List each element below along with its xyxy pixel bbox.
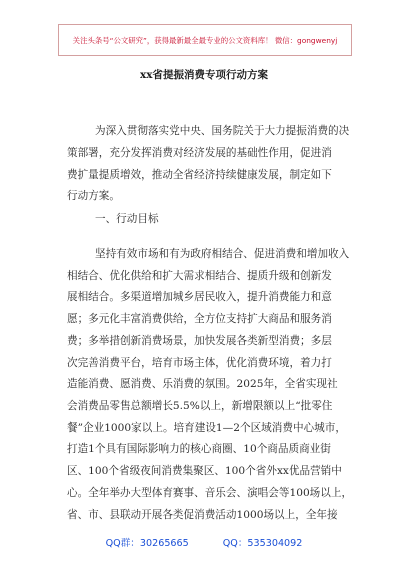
paragraph-line: 为深入贯彻落实党中央、国务院关于大力提振消费的决 <box>95 125 350 137</box>
header-banner-text: 关注头条号“公文研究”，获得最新最全最专业的公文资料库！ 微信：gongwenyj <box>72 35 338 45</box>
footer-contact <box>0 535 408 549</box>
document-title: xx省提振消费专项行动方案 <box>139 69 269 81</box>
paragraph-line: 费；多举措创新消费场景，加快发展各类新型消费；多层 <box>67 335 332 347</box>
paragraph-line: 费扩量提质增效，推动全省经济持续健康发展，制定如下 <box>67 169 332 181</box>
paragraph-line: 造能消费、愿消费、乐消费的氛围。2025年，全省实现社 <box>67 378 338 390</box>
paragraph-line: 愿；多元化丰富消费供给，全方位支持扩大商品和服务消 <box>67 313 332 325</box>
footer-qq-number: QQ：535304092 <box>222 538 303 549</box>
paragraph-line: 心。全年举办大型体育赛事、音乐会、演唱会等100场以上， <box>67 487 353 499</box>
paragraph-line: 次完善消费平台，培育市场主体，优化消费环境，着力打 <box>67 357 332 369</box>
paragraph-line: 展相结合。多渠道增加城乡居民收入，提升消费能力和意 <box>67 291 332 303</box>
header-banner <box>58 24 352 56</box>
paragraph-line: 区、100个省级夜间消费集聚区、100个省外xx优品营销中 <box>67 465 342 477</box>
footer-qq-group: QQ群：30265665 <box>105 538 189 549</box>
paragraph-line: 省、市、县联动开展各类促消费活动1000场以上，全年接 <box>67 509 338 521</box>
paragraph-line: 会消费品零售总额增长5.5%以上，新增限额以上“批零住 <box>67 400 333 412</box>
paragraph-line: 行动方案。 <box>67 190 120 202</box>
paragraph-line: 相结合、优化供给和扩大需求相结合、提质升级和创新发 <box>67 270 332 282</box>
paragraph-line: 餐”企业1000家以上。培育建设1—2个区域消费中心城市， <box>67 422 346 434</box>
section-heading: 一、行动目标 <box>95 213 159 225</box>
paragraph-line: 坚持有效市场和有为政府相结合、促进消费和增加收入 <box>95 248 350 260</box>
paragraph-line: 打造1个具有国际影响力的核心商圈、10个商品质商业街 <box>67 443 331 455</box>
paragraph-line: 策部署，充分发挥消费对经济发展的基础性作用，促进消 <box>67 147 332 159</box>
